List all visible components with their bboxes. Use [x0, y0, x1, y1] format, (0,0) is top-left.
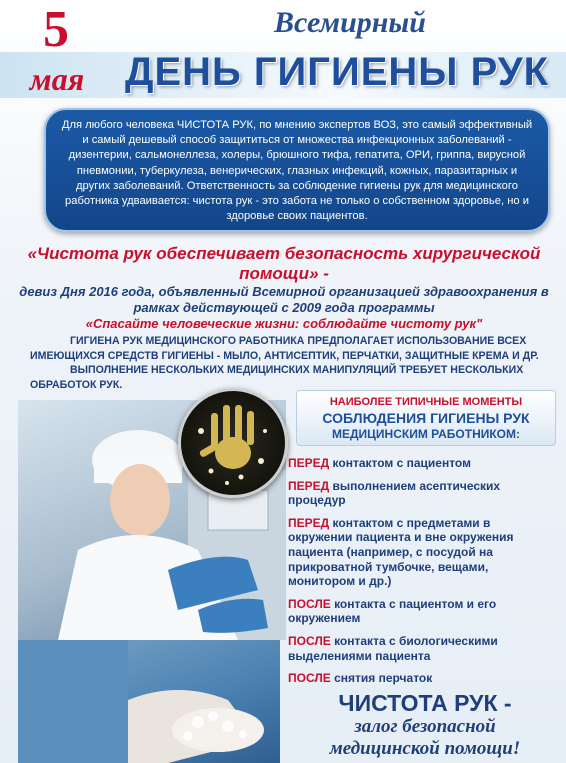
item-text: выполнением асептических процедур [288, 478, 501, 508]
item-text: снятия перчаток [330, 671, 433, 686]
slogan-line1: ЧИСТОТА РУК - [338, 690, 512, 716]
item-keyword: ПЕРЕД [288, 456, 330, 470]
item-keyword: ПЕРЕД [288, 478, 330, 493]
handwashing-photo [18, 640, 280, 763]
list-header-line1: НАИБОЛЕЕ ТИПИЧНЫЕ МОМЕНТЫ [329, 396, 523, 408]
item-text: контактом с пациентом [329, 456, 471, 470]
title-line2: ДЕНЬ ГИГИЕНЫ РУК [124, 50, 550, 94]
slogan-line3-text: медицинской помощи! [329, 738, 521, 759]
paragraph-line2: ВЫПОЛНЕНИЕ НЕСКОЛЬКИХ МЕДИЦИНСКИХ МАНИПУЛЯЦИЙ ТРЕБУЕТ НЕСКОЛЬКИХ ОБРАБОТОК РУК. [30, 364, 524, 391]
item-text: контактом с предметами в окружении пациента и вне окружения пациента (например, с посудой на прикроватной тумбочке, вещами, монитором и др.) [288, 515, 514, 589]
list-item [288, 671, 556, 686]
list-item [288, 516, 556, 589]
petri-dish-image [178, 388, 288, 498]
motto-line3: «Спасайте человеческие жизни: соблюдайте чистоту рук" [85, 316, 483, 331]
list-header [296, 390, 556, 446]
title-line1: Всемирный [274, 6, 426, 39]
list-header-line2: СОБЛЮДЕНИЯ ГИГИЕНЫ РУК [322, 410, 530, 426]
list-item [288, 634, 556, 663]
item-text: контакта с биологическими выделениями пациента [288, 633, 498, 663]
list-item [288, 479, 556, 508]
date-number: 5 [43, 1, 69, 58]
paragraph-line1: ГИГИЕНА РУК МЕДИЦИНСКОГО РАБОТНИКА ПРЕДПОЛАГАЕТ ИСПОЛЬЗОВАНИЕ ВСЕХ ИМЕЮЩИХСЯ СРЕДСТВ ГИГИЕНЫ - МЫЛО, АНТИСЕПТИК, ПЕРЧАТКИ, ЗАЩИТНЫЕ КРЕМА И ДР. [30, 335, 539, 362]
item-keyword: ПОСЛЕ [288, 633, 331, 648]
slogan-line2-text: залог безопасной [354, 716, 496, 737]
hygiene-paragraph [30, 334, 550, 392]
motto-line1: «Чистота рук обеспечивает безопасность хирургической помощи» - [27, 244, 541, 283]
date-month: мая [29, 61, 85, 97]
list-item [288, 456, 556, 471]
item-keyword: ПОСЛЕ [288, 596, 331, 611]
item-keyword: ПОСЛЕ [288, 671, 331, 686]
motto-line2: девиз Дня 2016 года, объявленный Всемирной организацией здравоохранения в рамках действующей с 2009 года программы [19, 284, 549, 315]
item-text: контакта с пациентом и его окружением [288, 596, 497, 626]
hygiene-moments-list [288, 456, 556, 694]
list-item [288, 597, 556, 626]
item-keyword: ПЕРЕД [288, 515, 330, 530]
motto-block [10, 244, 558, 332]
list-header-line3: МЕДИЦИНСКИМ РАБОТНИКОМ: [331, 427, 521, 441]
intro-box: Для любого человека ЧИСТОТА РУК, по мнению экспертов ВОЗ, это самый эффективный и самый дешевый способ защититься от множества инфекционных заболеваний - дизентерии, сальмонеллеза, холеры, брюшного тифа, гепатита, ОРИ, гриппа, вирусной пневмонии, туберкулеза, венерических, глазных инфекций, кожных, паразитарных и других заболеваний. Ответственность за соблюдение гигиены рук для медицинского работника удваивается: чистота рук - это забота не только о собственном здоровье, но и здоровье своих пациентов. [44, 108, 550, 232]
slogan-line2 [290, 716, 560, 760]
